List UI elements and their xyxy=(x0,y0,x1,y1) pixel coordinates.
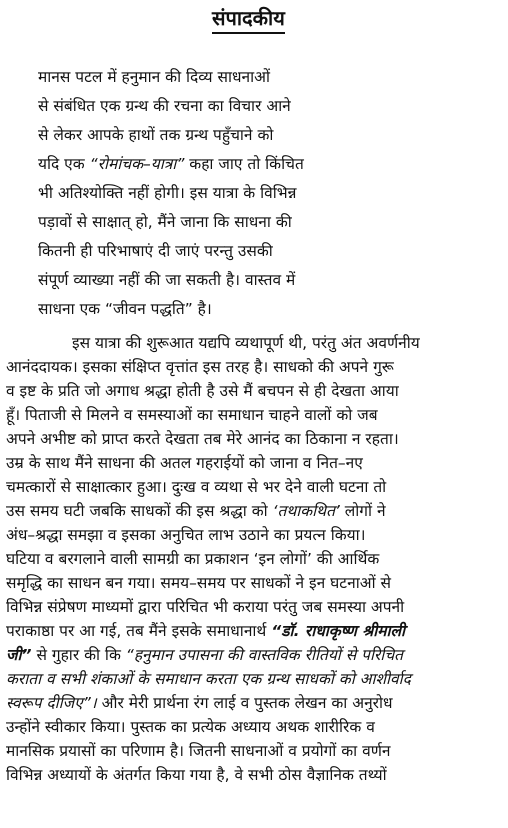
text-line: मानसिक प्रयासों का परिणाम है। जितनी साधनाओं व प्रयोगों का वर्णन xyxy=(6,742,391,760)
quoted-request: “हनुमान उपासना की वास्तविक रीतियों से परिचित xyxy=(125,646,404,664)
quoted-request-end: स्वरूप दीजिए”। xyxy=(6,694,97,712)
text-line: संपूर्ण व्याख्या नहीं की जा सकती है। वास्तव में xyxy=(38,271,296,289)
text-span: से गुहार की कि xyxy=(36,646,121,664)
text-line: से लेकर आपके हाथों तक ग्रन्थ पहुँचाने को xyxy=(38,126,274,144)
text-span: पराकाष्ठा पर आ गई, तब मैंने इसके समाधानार्थ xyxy=(6,622,267,640)
text-line xyxy=(6,620,405,642)
author-name-end: जी” xyxy=(6,646,32,664)
text-line: अंध–श्रद्धा समझा व इसका अनुचित लाभ उठाने का प्रयत्न किया। xyxy=(6,526,366,544)
text-line xyxy=(6,500,386,522)
emphasis-text: “रोमांचक–यात्रा” xyxy=(89,155,185,173)
text-line: कितनी ही परिभाषाएं दी जाएं परन्तु उसकी xyxy=(38,242,273,260)
text-line: से संबंधित एक ग्रन्थ की रचना का विचार आने xyxy=(38,97,291,115)
text-line xyxy=(6,644,403,666)
text-line: विभिन्न संप्रेषण माध्यमों द्वारा परिचित भी कराया परंतु जब समस्या अपनी xyxy=(6,598,405,616)
text-line: अपने अभीष्ट को प्राप्त करते देखता तब मेरे आनंद का ठिकाना न रहता। xyxy=(6,430,399,448)
text-line: उम्र के साथ मैंने साधना की अतल गहराईयों को जाना व नित–नए xyxy=(6,454,363,472)
author-name: “डॉ. राधाकृष्ण श्रीमाली xyxy=(271,622,406,640)
text-line: उन्होंने स्वीकार किया। पुस्तक का प्रत्येक अध्याय अथक शारीरिक व xyxy=(6,718,375,736)
text-line: मानस पटल में हनुमान की दिव्य साधनाओं xyxy=(38,68,270,86)
text-line: कराता व सभी शंकाओं के समाधान करता एक ग्रन्थ साधकों को आशीर्वाद xyxy=(6,670,411,688)
text-span: यदि एक xyxy=(38,155,85,173)
text-span: कहा जाए तो किंचित xyxy=(189,155,304,173)
text-span: और मेरी प्रार्थना रंग लाई व पुस्तक लेखन का अनुरोध xyxy=(101,694,393,712)
text-line: पड़ावों से साक्षात् हो, मैंने जाना कि साधना की xyxy=(38,213,292,231)
text-span: उस समय घटी जबकि साधकों की इस श्रद्धा को xyxy=(6,502,268,520)
page-title: संपादकीय xyxy=(212,6,285,34)
text-line: साधना एक “जीवन पद्धति” है। xyxy=(38,300,212,318)
text-line xyxy=(38,153,304,175)
emphasis-text: ‘तथाकथित’ xyxy=(272,502,340,520)
text-line: आनंददायक। इसका संक्षिप्त वृत्तांत इस तरह है। साधको की अपने गुरू xyxy=(6,358,394,376)
text-line: समृद्धि का साधन बन गया। समय–समय पर साधकों ने इन घटनाओं से xyxy=(6,574,391,592)
text-line: भी अतिश्योक्ति नहीं होगी। इस यात्रा के विभिन्न xyxy=(38,184,297,202)
text-line: विभिन्न अध्यायों के अंतर्गत किया गया है, वे सभी ठोस वैज्ञानिक तथ्यों xyxy=(6,766,387,784)
text-line xyxy=(6,692,393,714)
text-line: व इष्ट के प्रति जो अगाध श्रद्धा होती है उसे मैं बचपन से ही देखता आया xyxy=(6,382,399,400)
text-span: लोगों ने xyxy=(344,502,386,520)
text-line: चमत्कारों से साक्षात्कार हुआ। दुःख व व्यथा से भर देने वाली घटना तो xyxy=(6,478,387,496)
text-line: इस यात्रा की शुरूआत यद्यपि व्यथापूर्ण थी, परंतु अंत अवर्णनीय xyxy=(72,334,420,352)
text-line: घटिया व बरगलाने वाली सामग्री का प्रकाशन ‘इन लोगों’ की आर्थिक xyxy=(6,550,380,568)
text-line: हूँ। पिताजी से मिलने व समस्याओं का समाधान चाहने वालों को जब xyxy=(6,406,378,424)
